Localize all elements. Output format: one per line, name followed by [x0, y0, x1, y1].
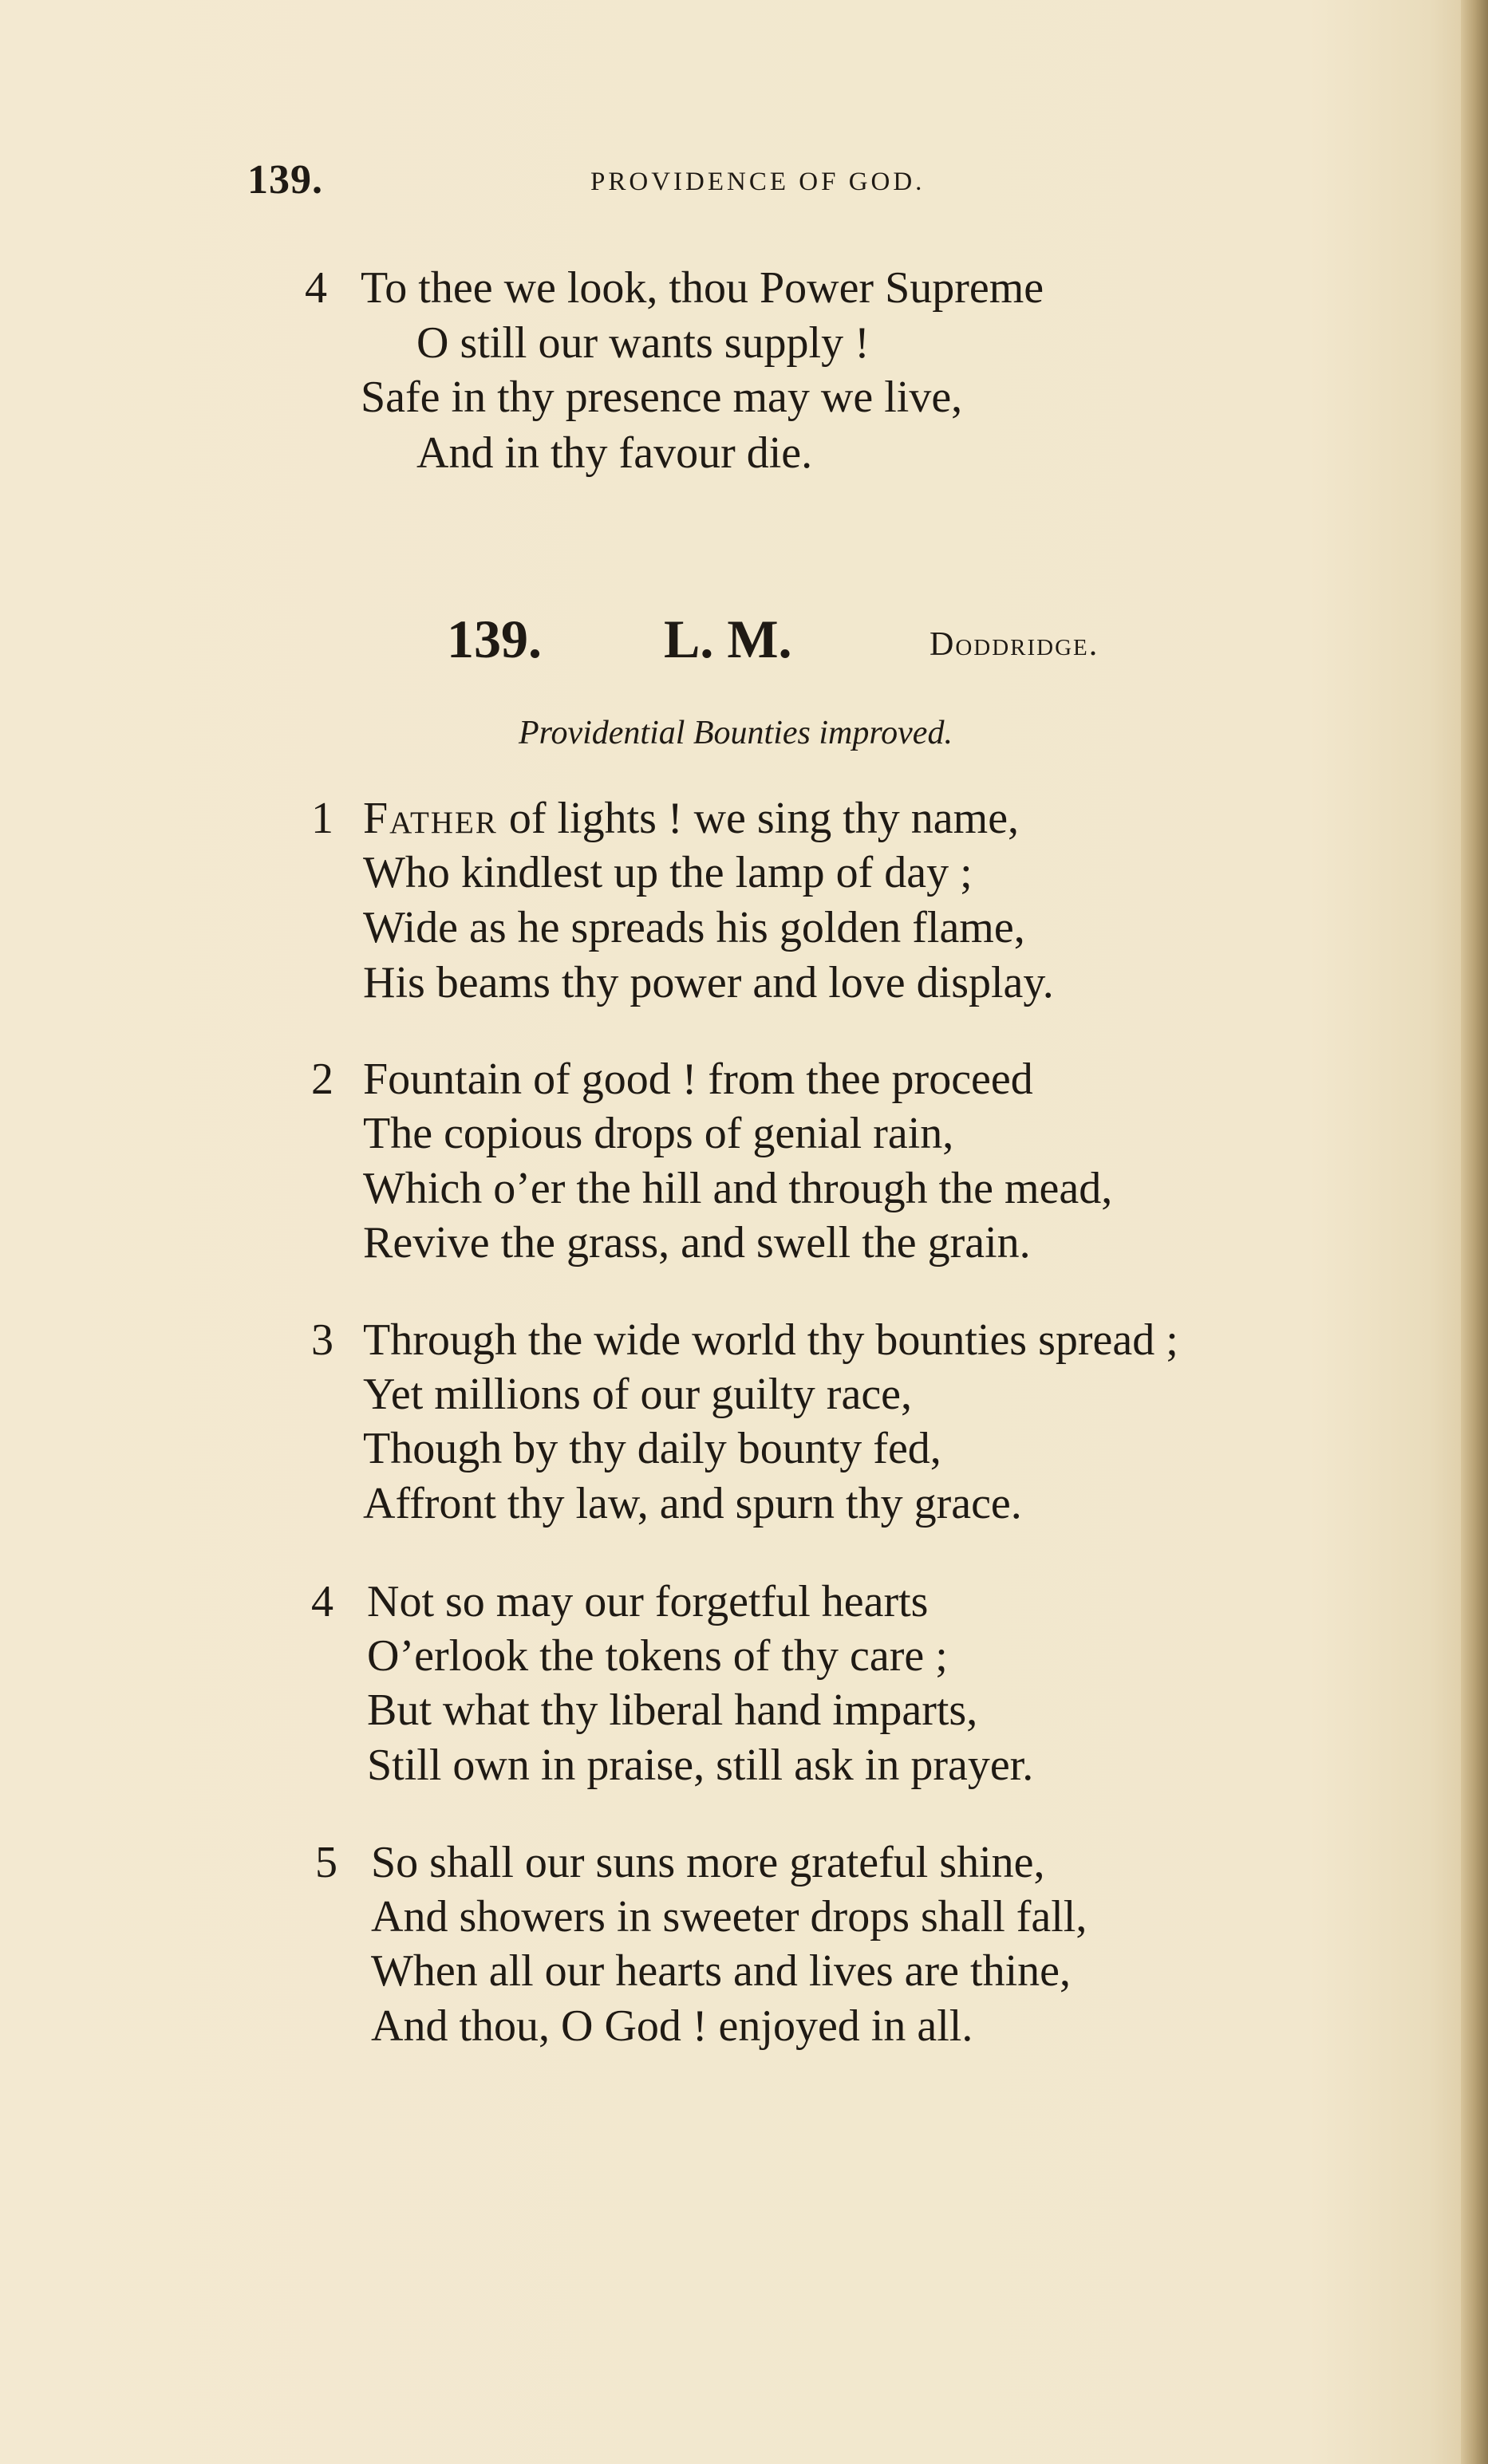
verse-line: O’erlook the tokens of thy care ; [367, 1631, 948, 1681]
page-edge [1461, 0, 1488, 2464]
stanza-number: 4 [305, 263, 327, 313]
verse-line: Wide as he spreads his golden flame, [363, 903, 1025, 952]
page-header [247, 156, 1045, 212]
verse-line: Yet millions of our guilty race, [363, 1370, 913, 1419]
stanza-number: 4 [311, 1577, 334, 1626]
verse-line: And showers in sweeter drops shall fall, [371, 1892, 1087, 1942]
first-line-rest: of lights ! we sing thy name, [497, 794, 1020, 843]
verse-line: Though by thy daily bounty fed, [363, 1424, 941, 1473]
stanza-number: 5 [315, 1838, 337, 1887]
stanza-number: 1 [311, 794, 334, 843]
verse-line: O still our wants supply ! [416, 318, 870, 368]
verse-line: Which o’er the hill and through the mead, [363, 1164, 1113, 1213]
verse-line: But what thy liberal hand imparts, [367, 1685, 978, 1735]
verse-line: Not so may our forgetful hearts [367, 1577, 929, 1626]
verse-line: Through the wide world thy bounties spread ; [363, 1315, 1178, 1365]
hymn-meter: L. M. [664, 609, 792, 669]
hymn-author: Doddridge. [930, 626, 1099, 663]
initial-word: Father [363, 794, 498, 843]
hymn-subtitle: Providential Bounties improved. [519, 715, 953, 751]
hymn-heading [447, 608, 1245, 680]
verse-line: And thou, O God ! enjoyed in all. [371, 2001, 973, 2051]
stanza-number: 2 [311, 1055, 334, 1104]
verse-line: Safe in thy presence may we live, [361, 373, 963, 422]
verse-line [363, 796, 1019, 841]
verse-line: So shall our suns more grateful shine, [371, 1838, 1045, 1887]
hymn-number: 139. [447, 609, 542, 669]
verse-line: Revive the grass, and swell the grain. [363, 1218, 1031, 1267]
verse-line: Fountain of good ! from thee proceed [363, 1055, 1033, 1104]
verse-line: Affront thy law, and spurn thy grace. [363, 1479, 1022, 1528]
verse-line: His beams thy power and love display. [363, 958, 1054, 1007]
running-title: PROVIDENCE OF GOD. [590, 168, 926, 196]
verse-line: Who kindlest up the lamp of day ; [363, 848, 973, 897]
page-number: 139. [247, 157, 323, 203]
verse-line: Still own in praise, still ask in prayer. [367, 1741, 1034, 1790]
verse-line: When all our hearts and lives are thine, [371, 1946, 1071, 1996]
verse-line: And in thy favour die. [416, 428, 813, 478]
verse-line: To thee we look, thou Power Supreme [361, 263, 1044, 313]
stanza-number: 3 [311, 1315, 334, 1365]
verse-line: The copious drops of genial rain, [363, 1109, 954, 1158]
